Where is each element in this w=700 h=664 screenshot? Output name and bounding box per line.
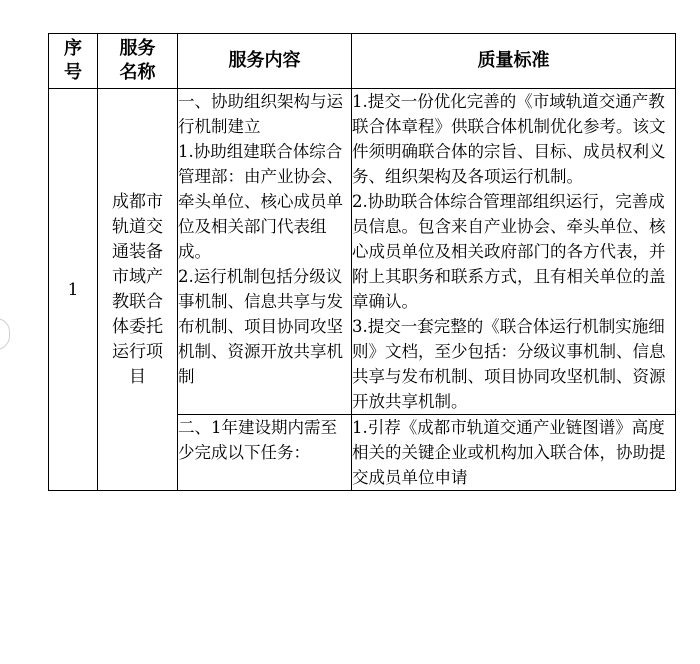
quality-1-item-1: 1.提交一份优化完善的《市域轨道交通产教联合体章程》供联合体机制优化参考。该文件须明确联合体的宗旨、目标、成员权利义务、组织架构及各项运行机制。 <box>352 92 666 186</box>
service-table <box>48 33 676 491</box>
content-1-heading: 一、协助组织架构与运行机制建立 <box>178 92 343 136</box>
service-name-text: 成都市轨道交通装备市域产教联合体委托运行项目 <box>112 191 163 387</box>
cell-content-2: 二、1年建设期内需至少完成以下任务： <box>178 415 352 491</box>
cell-content-1 <box>178 89 352 415</box>
side-scroll-tab[interactable] <box>0 318 10 350</box>
header-row <box>49 34 676 89</box>
table-row <box>49 89 676 415</box>
header-quality-standard: 质量标准 <box>352 34 676 89</box>
quality-1-item-3: 3.提交一套完整的《联合体运行机制实施细则》文档，至少包括：分级议事机制、信息共享与发布机制、项目协同攻坚机制、资源开放共享机制。 <box>352 317 666 411</box>
quality-1-item-2: 2.协助联合体综合管理部组织运行，完善成员信息。包含来自产业协会、牵头单位、核心成员单位及相关政府部门的各方代表，并附上其职务和联系方式，且有相关单位的盖章确认。 <box>352 192 666 311</box>
header-seq: 序号 <box>49 34 98 89</box>
cell-service-name <box>98 89 178 491</box>
cell-seq: 1 <box>49 89 98 491</box>
cell-quality-1 <box>352 89 676 415</box>
cell-quality-2: 1.引荐《成都市轨道交通产业链图谱》高度相关的关键企业或机构加入联合体，协助提交成员单位申请 <box>352 415 676 491</box>
header-service-content: 服务内容 <box>178 34 352 89</box>
header-service-name: 服务名称 <box>98 34 178 89</box>
content-1-item-2: 2.运行机制包括分级议事机制、信息共享与发布机制、项目协同攻坚机制、资源开放共享机制 <box>178 267 343 386</box>
content-1-item-1: 1.协助组建联合体综合管理部：由产业协会、牵头单位、核心成员单位及相关部门代表组成。 <box>178 142 343 261</box>
